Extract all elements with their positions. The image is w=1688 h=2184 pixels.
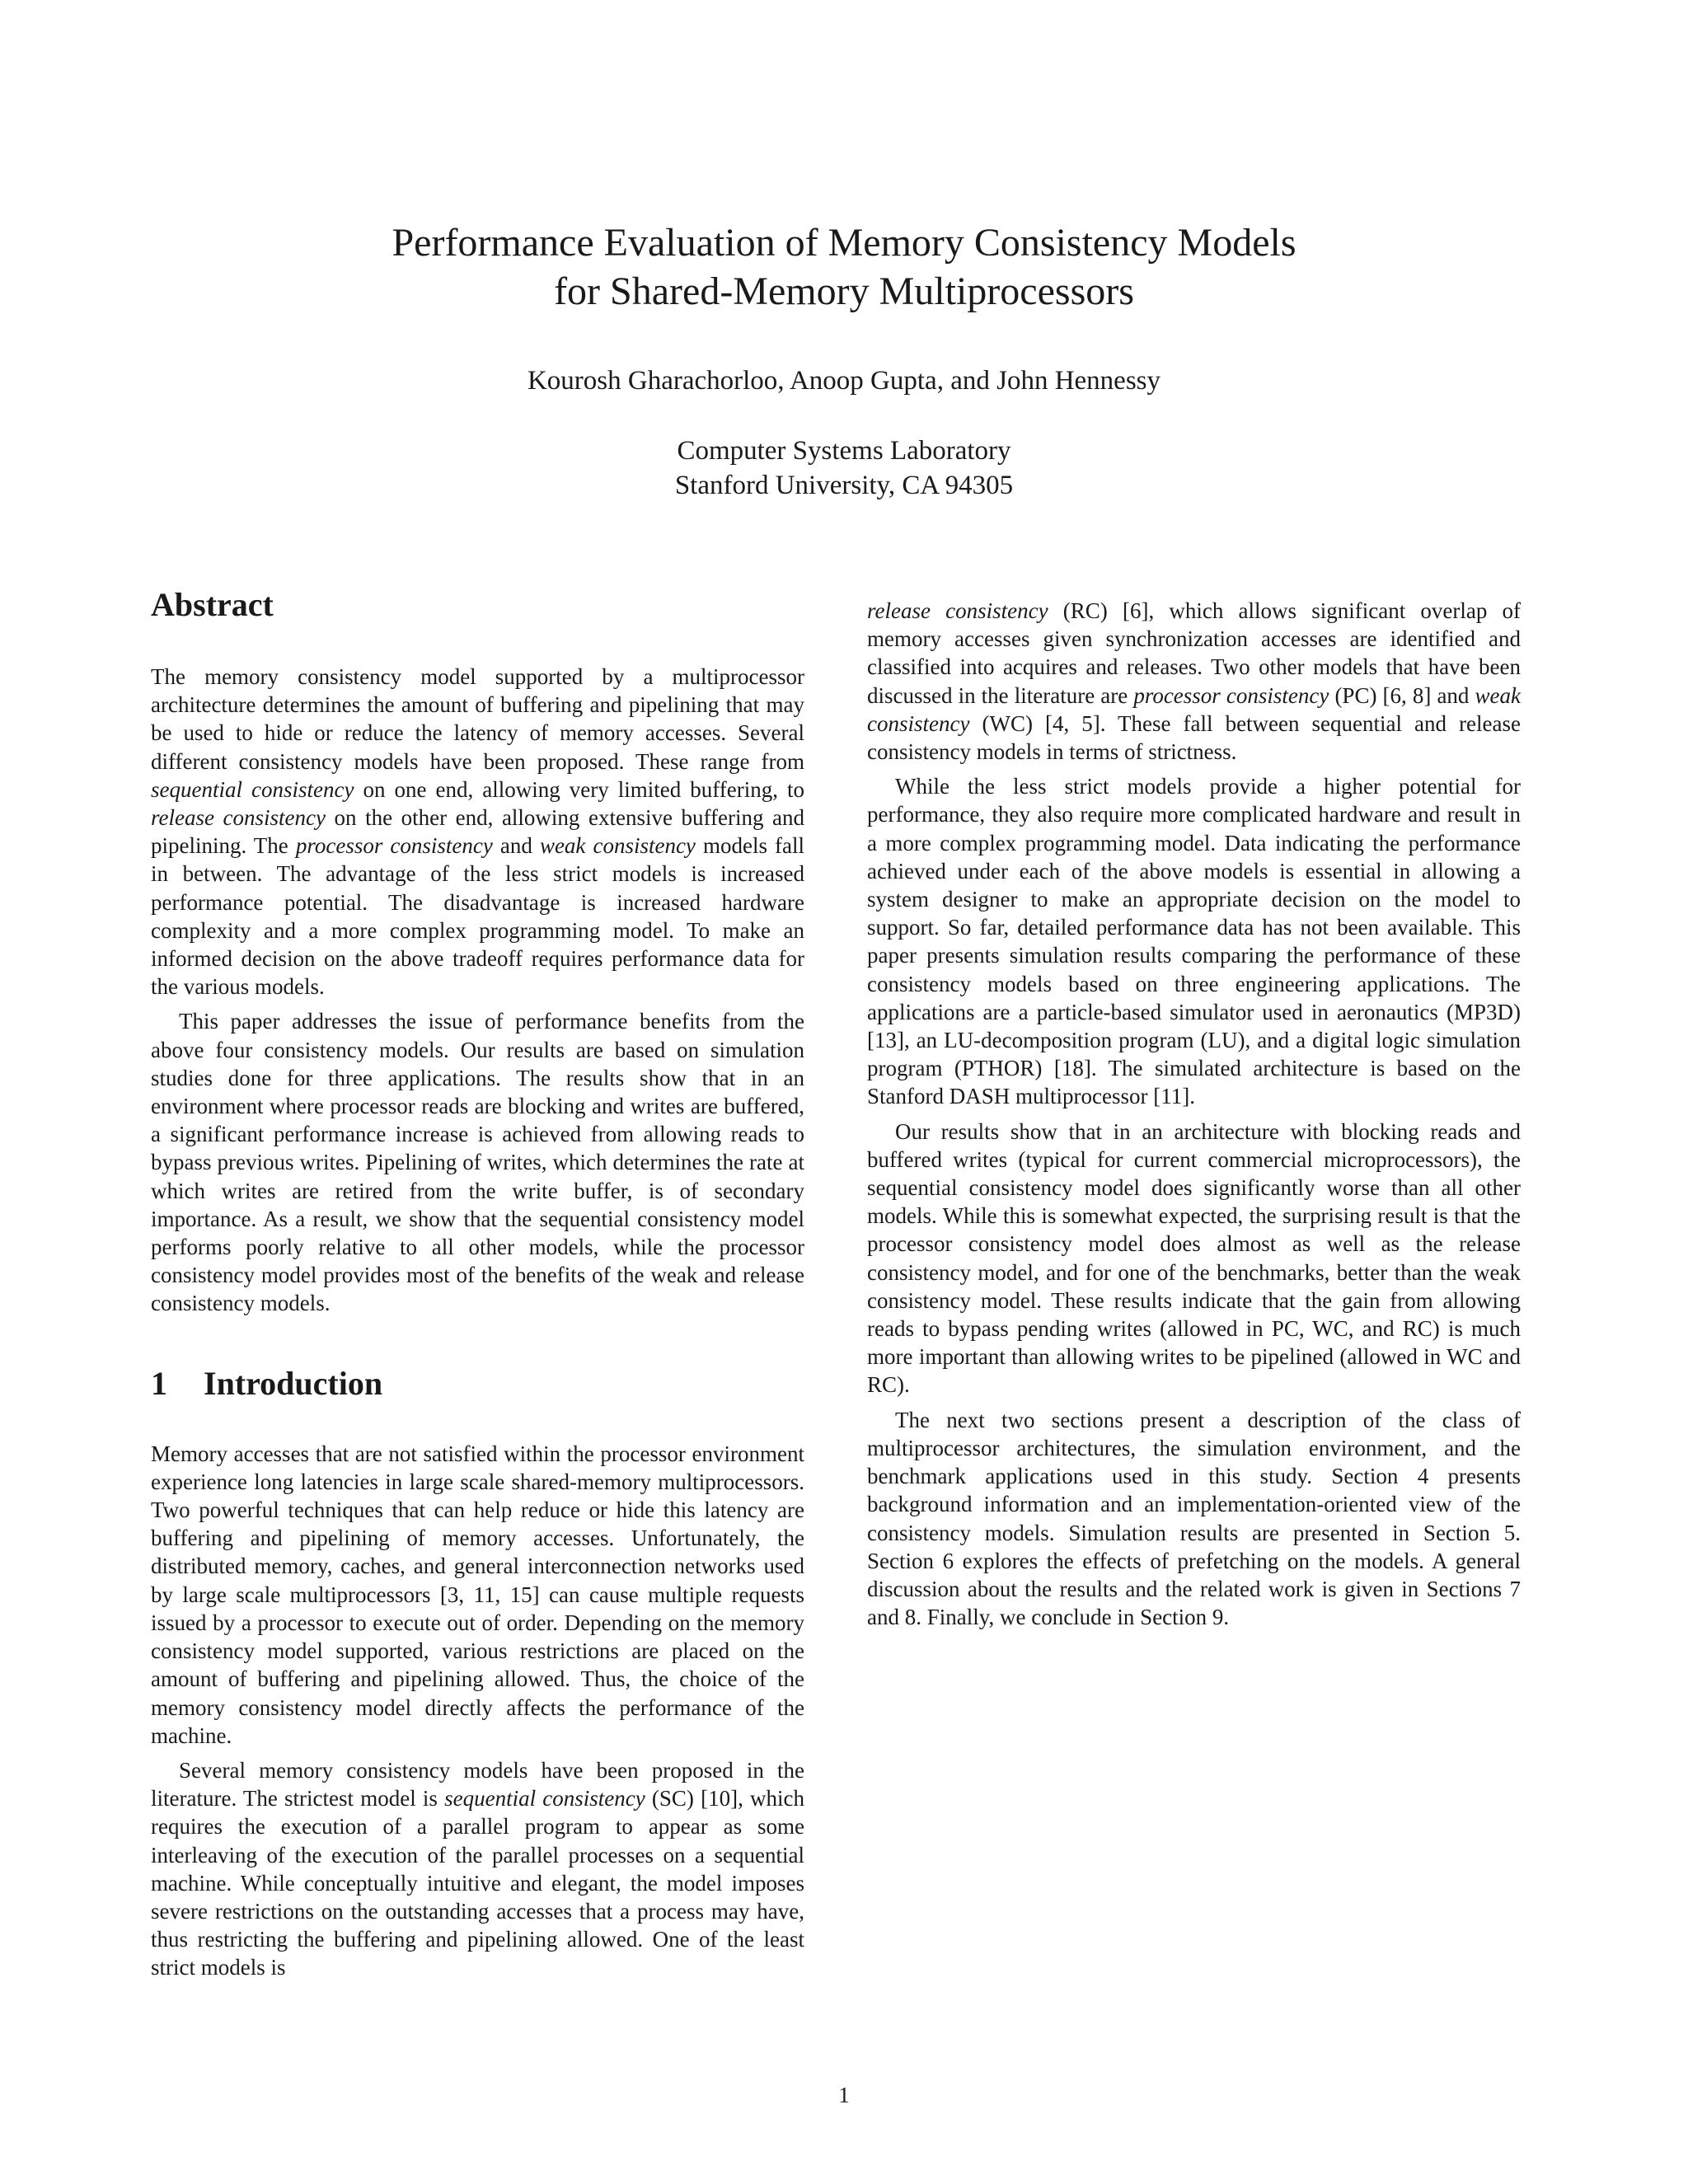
title-line-2: for Shared-Memory Multiprocessors [554,269,1134,313]
term-sequential-consistency: sequential consistency [151,776,354,802]
term-sequential-consistency: sequential consistency [444,1786,645,1811]
term-weak-consistency: weak consistency [867,682,1521,736]
abstract-paragraph-1: The memory consistency model supported by a multiprocessor architecture determines the amount of buffering and pipelining that may be used to hide or reduce the latency of memory accesses. Several different consistency models have been proposed. These range from sequential consistency on one end, allowing very limited buffering, to release consistency on the other end, allowing extensive buffering and pipelining. The processor consistency and weak consistency models fall in between. The advantage of the less strict models is increased performance potential. The disadvantage is increased hardware complexity and a more complex programming model. To make an informed decision on the above tradeoff requires performance data for the various models. [151,664,805,1000]
intro-paragraph-2-continued: release consistency (RC) [6], which allows significant overlap of memory accesses given synchronization accesses are identified and classified into acquires and releases. Two other models that have been discussed in the literature are processor consistency (PC) [6, 8] and weak consistency (WC) [4, 5]. These fall between sequential and release consistency models in terms of strictness. [867,598,1521,765]
left-column [151,585,804,1982]
affiliation [0,434,1688,503]
introduction-heading [151,1364,804,1404]
intro-paragraph-1: Memory accesses that are not satisfied within the processor environment experience long latencies in large scale shared-memory multiprocessors. Two powerful techniques that can help reduce or hide this latency are buffering and pipelining of memory accesses. Unfortunately, the distributed memory, caches, and general interconnection networks used by large scale multiprocessors [3, 11, 15] can cause multiple requests issued by a processor to execute out of order. Depending on the memory consistency model supported, various restrictions are placed on the amount of buffering and pipelining allowed. Thus, the choice of the memory consistency model directly affects the performance of the machine. [151,1441,804,1748]
term-processor-consistency: processor consistency [295,833,493,859]
section-title: Introduction [204,1364,383,1402]
paper-title [0,218,1688,316]
intro-paragraph-3: While the less strict models provide a higher potential for performance, they also require more complicated hardware and result in a more complex programming model. Data indicating the performance achieved under each of the above models is essential in allowing a system designer to make an appropriate decision on the model to support. So far, detailed performance data has not been available. This paper presents simulation results comparing the performance of these consistency models based on three engineering applications. The applications are a particle-based simulator used in aeronautics (MP3D) [13], an LU-decomposition program (LU), and a digital logic simulation program (PTHOR) [18]. The simulated architecture is based on the Stanford DASH multiprocessor [11]. [867,774,1521,1109]
term-processor-consistency: processor consistency [1133,682,1329,708]
title-line-1: Performance Evaluation of Memory Consistency Models [392,221,1296,265]
authors: Kourosh Gharachorloo, Anoop Gupta, and John Hennessy [527,366,1161,396]
term-release-consistency: release consistency [151,805,326,831]
intro-paragraph-5: The next two sections present a description of the class of multiprocessor architectures, the simulation environment, and the benchmark applications used in this study. Section 4 presents background information and an implementation-oriented view of the consistency models. Simulation results are presented in Section 5. Section 6 explores the effects of prefetching on the models. A general discussion about the results and the related work is given in Sections 7 and 8. Finally, we conclude in Section 9. [867,1407,1521,1630]
affiliation-line-2: Stanford University, CA 94305 [674,471,1014,500]
intro-paragraph-2: Several memory consistency models have been proposed in the literature. The strictest model is sequential consistency (SC) [10], which requires the execution of a parallel program to appear as some interleaving of the execution of the parallel processes on a sequential machine. While conceptually intuitive and elegant, the model imposes severe restrictions on the outstanding accesses that a process may have, thus restricting the buffering and pipelining allowed. One of the least strict models is [151,1757,804,1980]
term-weak-consistency: weak consistency [539,833,696,859]
page-number: 1 [838,2083,850,2107]
right-column [867,597,1521,1631]
abstract-heading: Abstract [151,586,274,623]
section-number: 1 [151,1364,167,1402]
term-release-consistency: release consistency [867,598,1048,623]
affiliation-line-1: Computer Systems Laboratory [677,436,1011,466]
intro-paragraph-4: Our results show that in an architecture with blocking reads and buffered writes (typical for current commercial microprocessors), the sequential consistency model does significantly worse than all other models. While this is somewhat expected, the surprising result is that the processor consistency model does almost as well as the release consistency model, and for one of the benchmarks, better than the weak consistency model. These results indicate that the gain from allowing reads to bypass pending writes (allowed in PC, WC, and RC) is much more important than allowing writes to be pipelined (allowed in WC and RC). [867,1118,1521,1398]
abstract-paragraph-2: This paper addresses the issue of performance benefits from the above four consistency models. Our results are based on simulation studies done for three applications. The results show that in an environment where processor reads are blocking and writes are buffered, a significant performance increase is achieved from allowing reads to bypass previous writes. Pipelining of writes, which determines the rate at which writes are retired from the write buffer, is of secondary importance. As a result, we show that the sequential consistency model performs poorly relative to all other models, while the processor consistency model provides most of the benefits of the weak and release consistency models. [151,1009,804,1316]
